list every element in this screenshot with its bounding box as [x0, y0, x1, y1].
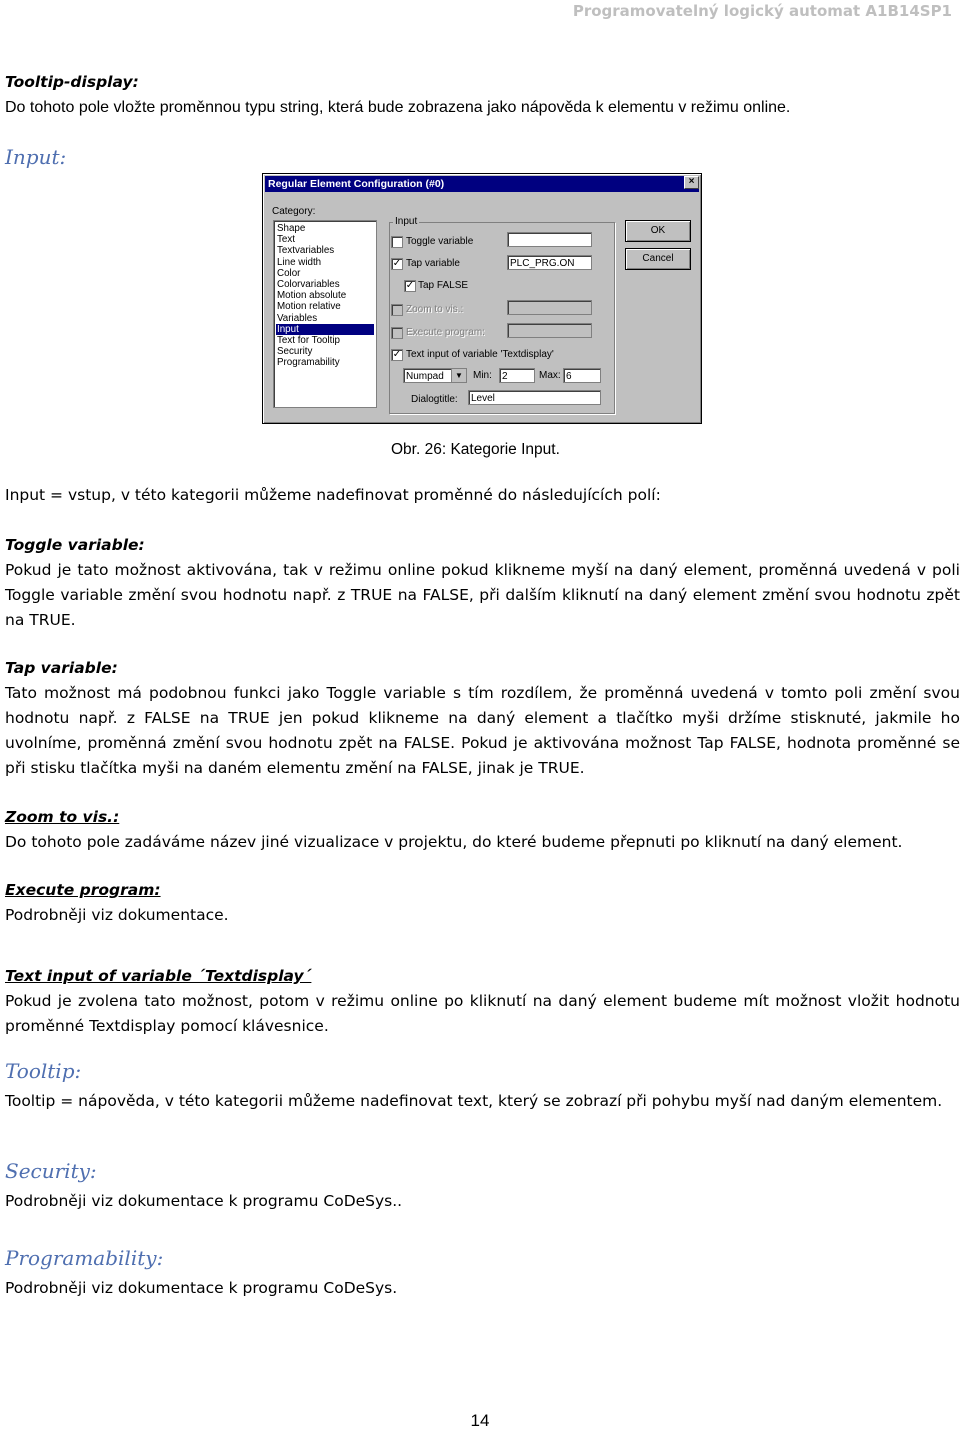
toggle-variable-checkbox[interactable] — [391, 236, 403, 248]
category-item[interactable]: Color — [277, 267, 301, 279]
lead-text: Input = vstup, v této kategorii můžeme nadefinovat proměnné do následujících polí: — [5, 486, 661, 504]
execute-section — [5, 878, 960, 928]
tap-variable-heading: Tap variable: — [5, 659, 118, 677]
security-text: Podrobněji viz dokumentace k programu CoDeSys.. — [5, 1192, 403, 1210]
tap-variable-section — [5, 656, 960, 781]
tooltip-text: Tooltip = nápověda, v této kategorii můžeme nadefinovat text, který se zobrazí při pohybu myší nad daným elementem. — [5, 1092, 943, 1110]
text-input-text: Pokud je zvolena tato možnost, potom v režimu online po kliknutí na daný element budeme mít možnost vložit hodnotu proměnné Textdisplay pomocí klávesnice. — [5, 992, 960, 1035]
tap-variable-label: Tap variable — [406, 258, 460, 269]
numpad-value: Numpad — [406, 371, 444, 382]
category-list[interactable] — [273, 220, 377, 408]
programability-title: Programability: — [5, 1246, 164, 1270]
execute-program-field[interactable] — [507, 323, 592, 338]
ok-button[interactable]: OK — [625, 220, 691, 242]
zoom-text: Do tohoto pole zadáváme název jiné vizualizace v projektu, do které budeme přepnuti po kliknutí na daný element. — [5, 833, 903, 851]
category-item[interactable]: Motion absolute — [277, 290, 347, 302]
tooltip-display-heading: Tooltip-display: — [5, 73, 139, 91]
execute-heading: Execute program: — [5, 881, 161, 899]
toggle-variable-heading: Toggle variable: — [5, 536, 145, 554]
dialogtitle-field[interactable]: Level — [468, 390, 601, 405]
tooltip-display-section — [5, 70, 960, 120]
text-input-section — [5, 964, 960, 1039]
text-input-label: Text input of variable 'Textdisplay' — [406, 349, 554, 360]
dialogtitle-label: Dialogtitle: — [411, 394, 458, 405]
min-field[interactable]: 2 — [499, 368, 535, 383]
category-item[interactable]: Colorvariables — [277, 279, 340, 290]
toggle-variable-field[interactable] — [507, 232, 592, 247]
input-group-box — [389, 222, 615, 414]
category-item[interactable]: Security — [277, 346, 313, 358]
dialog-title-bar — [265, 176, 699, 192]
min-label: Min: — [473, 370, 492, 381]
category-item[interactable]: Variables — [277, 312, 318, 324]
execute-program-checkbox[interactable] — [391, 327, 403, 339]
category-item[interactable]: Programability — [277, 357, 340, 369]
category-item[interactable]: Text — [277, 234, 295, 246]
tap-variable-checkbox[interactable]: ✓ — [392, 258, 402, 269]
numpad-combobox[interactable] — [403, 368, 467, 383]
running-header: Programovatelný logický automat A1B14SP1 — [572, 2, 952, 20]
category-item[interactable]: Motion relative — [277, 301, 341, 313]
category-item[interactable]: Input — [276, 324, 374, 335]
category-label: Category: — [272, 206, 316, 217]
toggle-variable-text: Pokud je tato možnost aktivována, tak v režimu online pokud klikneme myší na daný element, proměnná uvedená v poli Toggle variable změní svou hodnotu např. z TRUE na FALSE, při dalším kliknutí na daný element změní svou hodnotu zpět na TRUE. — [5, 561, 960, 629]
tap-variable-field[interactable]: PLC_PRG.ON — [507, 255, 592, 270]
category-item[interactable]: Text for Tooltip — [277, 335, 340, 346]
zoom-to-vis-label: Zoom to vis.: — [406, 304, 464, 315]
page-number: 14 — [470, 1411, 490, 1430]
zoom-to-vis-field[interactable] — [507, 300, 592, 315]
category-item[interactable]: Line width — [277, 256, 322, 268]
close-icon[interactable]: × — [684, 176, 699, 189]
tap-false-checkbox[interactable]: ✓ — [405, 280, 415, 291]
category-item[interactable]: Shape — [277, 223, 306, 234]
input-section-title: Input: — [5, 145, 67, 169]
programability-text: Podrobněji viz dokumentace k programu CoDeSys. — [5, 1279, 398, 1297]
chevron-down-icon[interactable]: ▼ — [451, 369, 466, 382]
figure-caption: Obr. 26: Kategorie Input. — [391, 441, 560, 458]
tooltip-title: Tooltip: — [5, 1059, 82, 1083]
execute-text: Podrobněji viz dokumentace. — [5, 906, 229, 924]
text-input-heading: Text input of variable ´Textdisplay´ — [5, 967, 312, 985]
toggle-variable-section — [5, 533, 960, 633]
zoom-to-vis-checkbox[interactable] — [391, 304, 403, 316]
toggle-variable-label: Toggle variable — [406, 236, 474, 247]
tap-variable-text: Tato možnost má podobnou funkci jako Toggle variable s tím rozdílem, že proměnná uvedená v tomto poli změní svou hodnotu např. z FALSE na TRUE jen pokud klikneme na daný element a tlačítko myši držíme stisknuté, jakmile ho uvolníme, proměnná změní svou hodnotu zpět na FALSE. Pokud je aktivována možnost Tap FALSE, hodnota proměnné se při stisku tlačítka myši na daném elementu změní na FALSE, jinak je TRUE. — [5, 684, 960, 777]
category-item[interactable]: Textvariables — [277, 245, 335, 257]
regular-element-configuration-dialog — [262, 173, 702, 424]
cancel-button[interactable]: Cancel — [625, 248, 691, 270]
max-label: Max: — [539, 370, 561, 381]
security-title: Security: — [5, 1159, 97, 1183]
input-group-label: Input — [395, 216, 418, 227]
max-field[interactable]: 6 — [563, 368, 601, 383]
zoom-section — [5, 805, 960, 855]
zoom-heading: Zoom to vis.: — [5, 808, 120, 826]
dialog-title: Regular Element Configuration (#0) — [268, 178, 445, 190]
tooltip-display-text: Do tohoto pole vložte proměnnou typu string, která bude zobrazena jako nápověda k elementu v režimu online. — [5, 99, 791, 116]
text-input-checkbox[interactable]: ✓ — [392, 349, 402, 360]
tap-false-label: Tap FALSE — [418, 280, 469, 291]
execute-program-label: Execute program: — [406, 327, 485, 338]
